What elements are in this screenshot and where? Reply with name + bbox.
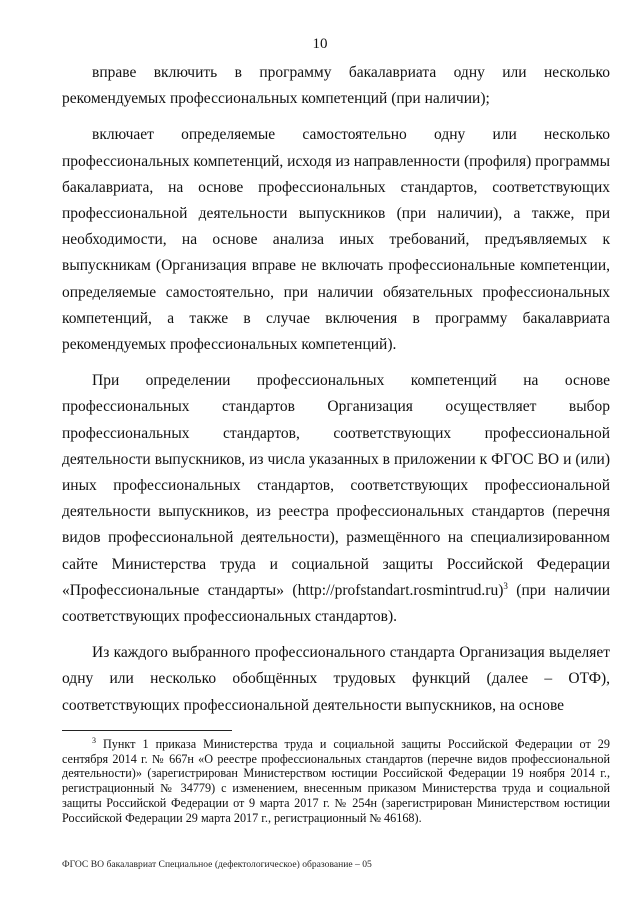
footnote-marker: 3 — [92, 735, 96, 745]
footnote-reference: 3 — [503, 580, 508, 591]
main-text — [62, 60, 610, 719]
paragraph-2: включает определяемые самостоятельно одну или несколько профессиональных компетенций, исходя из направленности (профиля) программы бакалавриата, на основе профессиональных стандартов, соответствующих профессиональной деятельности выпускников (при наличии), а также, при необходимости, на основе анализа иных требований, предъявляемых к выпускникам (Организация вправе не включать профессиональные компетенции, определяемые самостоятельно, при наличии обязательных профессиональных компетенций, а также в случае включения в программу бакалавриата рекомендуемых профессиональных компетенций). — [62, 126, 610, 354]
footnote — [62, 737, 610, 825]
paragraph-3 — [62, 368, 610, 630]
footnote-text: Пункт 1 приказа Министерства труда и социальной защиты Российской Федерации от 29 сентября 2014 г. № 667н «О реестре профессиональных стандартов (перечне видов профессиональной деятельности)» (зарегистрирован Министерством юстиции Российской Федерации 19 ноября 2014 г., регистрационный № 34779) с изменением, внесенным приказом Министерства труда и социальной защиты Российской Федерации от 9 марта 2017 г. № 254н (зарегистрирован Министерством юстиции Российской Федерации 29 марта 2017 г., регистрационный № 46168). — [62, 737, 610, 825]
page-number: 10 — [312, 36, 328, 52]
footnote-divider — [62, 730, 232, 731]
paragraph-4: Из каждого выбранного профессионального стандарта Организация выделяет одну или несколько обобщённых трудовых функций (далее – ОТФ), соответствующих профессиональной деятельности выпускников, на основе — [62, 644, 610, 714]
paragraph-1: вправе включить в программу бакалавриата одну или несколько рекомендуемых профессиональных компетенций (при наличии); — [62, 64, 610, 108]
paragraph-3-text: При определении профессиональных компетенций на основе профессиональных стандартов Организация осуществляет выбор профессиональных стандартов, соответствующих профессиональной деятельности выпускников, из числа указанных в приложении к ФГОС ВО и (или) иных профессиональных стандартов, соответствующих профессиональной деятельности выпускников, из реестра профессиональных стандартов (перечня видов профессиональной деятельности), размещённого на специализированном сайте Министерства труда и социальной защиты Российской Федерации «Профессиональные стандарты» (http://profstandart.rosmintrud.ru) — [62, 372, 610, 599]
page-footer: ФГОС ВО бакалавриат Специальное (дефектологическое) образование – 05 — [62, 859, 372, 870]
paragraph-3-tail: (при наличии соответствующих профессиональных стандартов). — [62, 581, 610, 626]
